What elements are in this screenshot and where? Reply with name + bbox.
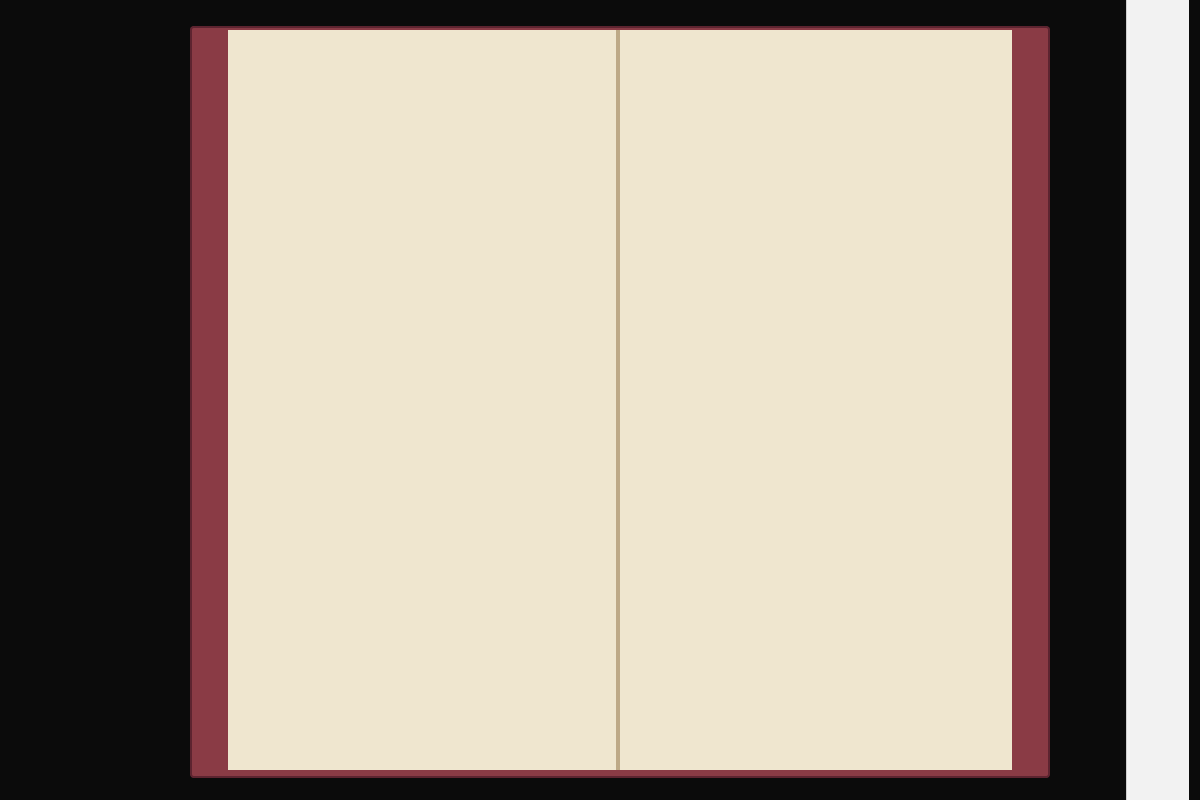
book: [190, 26, 1050, 778]
left-page: [228, 30, 616, 770]
measuring-ruler: [1126, 0, 1189, 800]
right-page: [620, 30, 1012, 770]
